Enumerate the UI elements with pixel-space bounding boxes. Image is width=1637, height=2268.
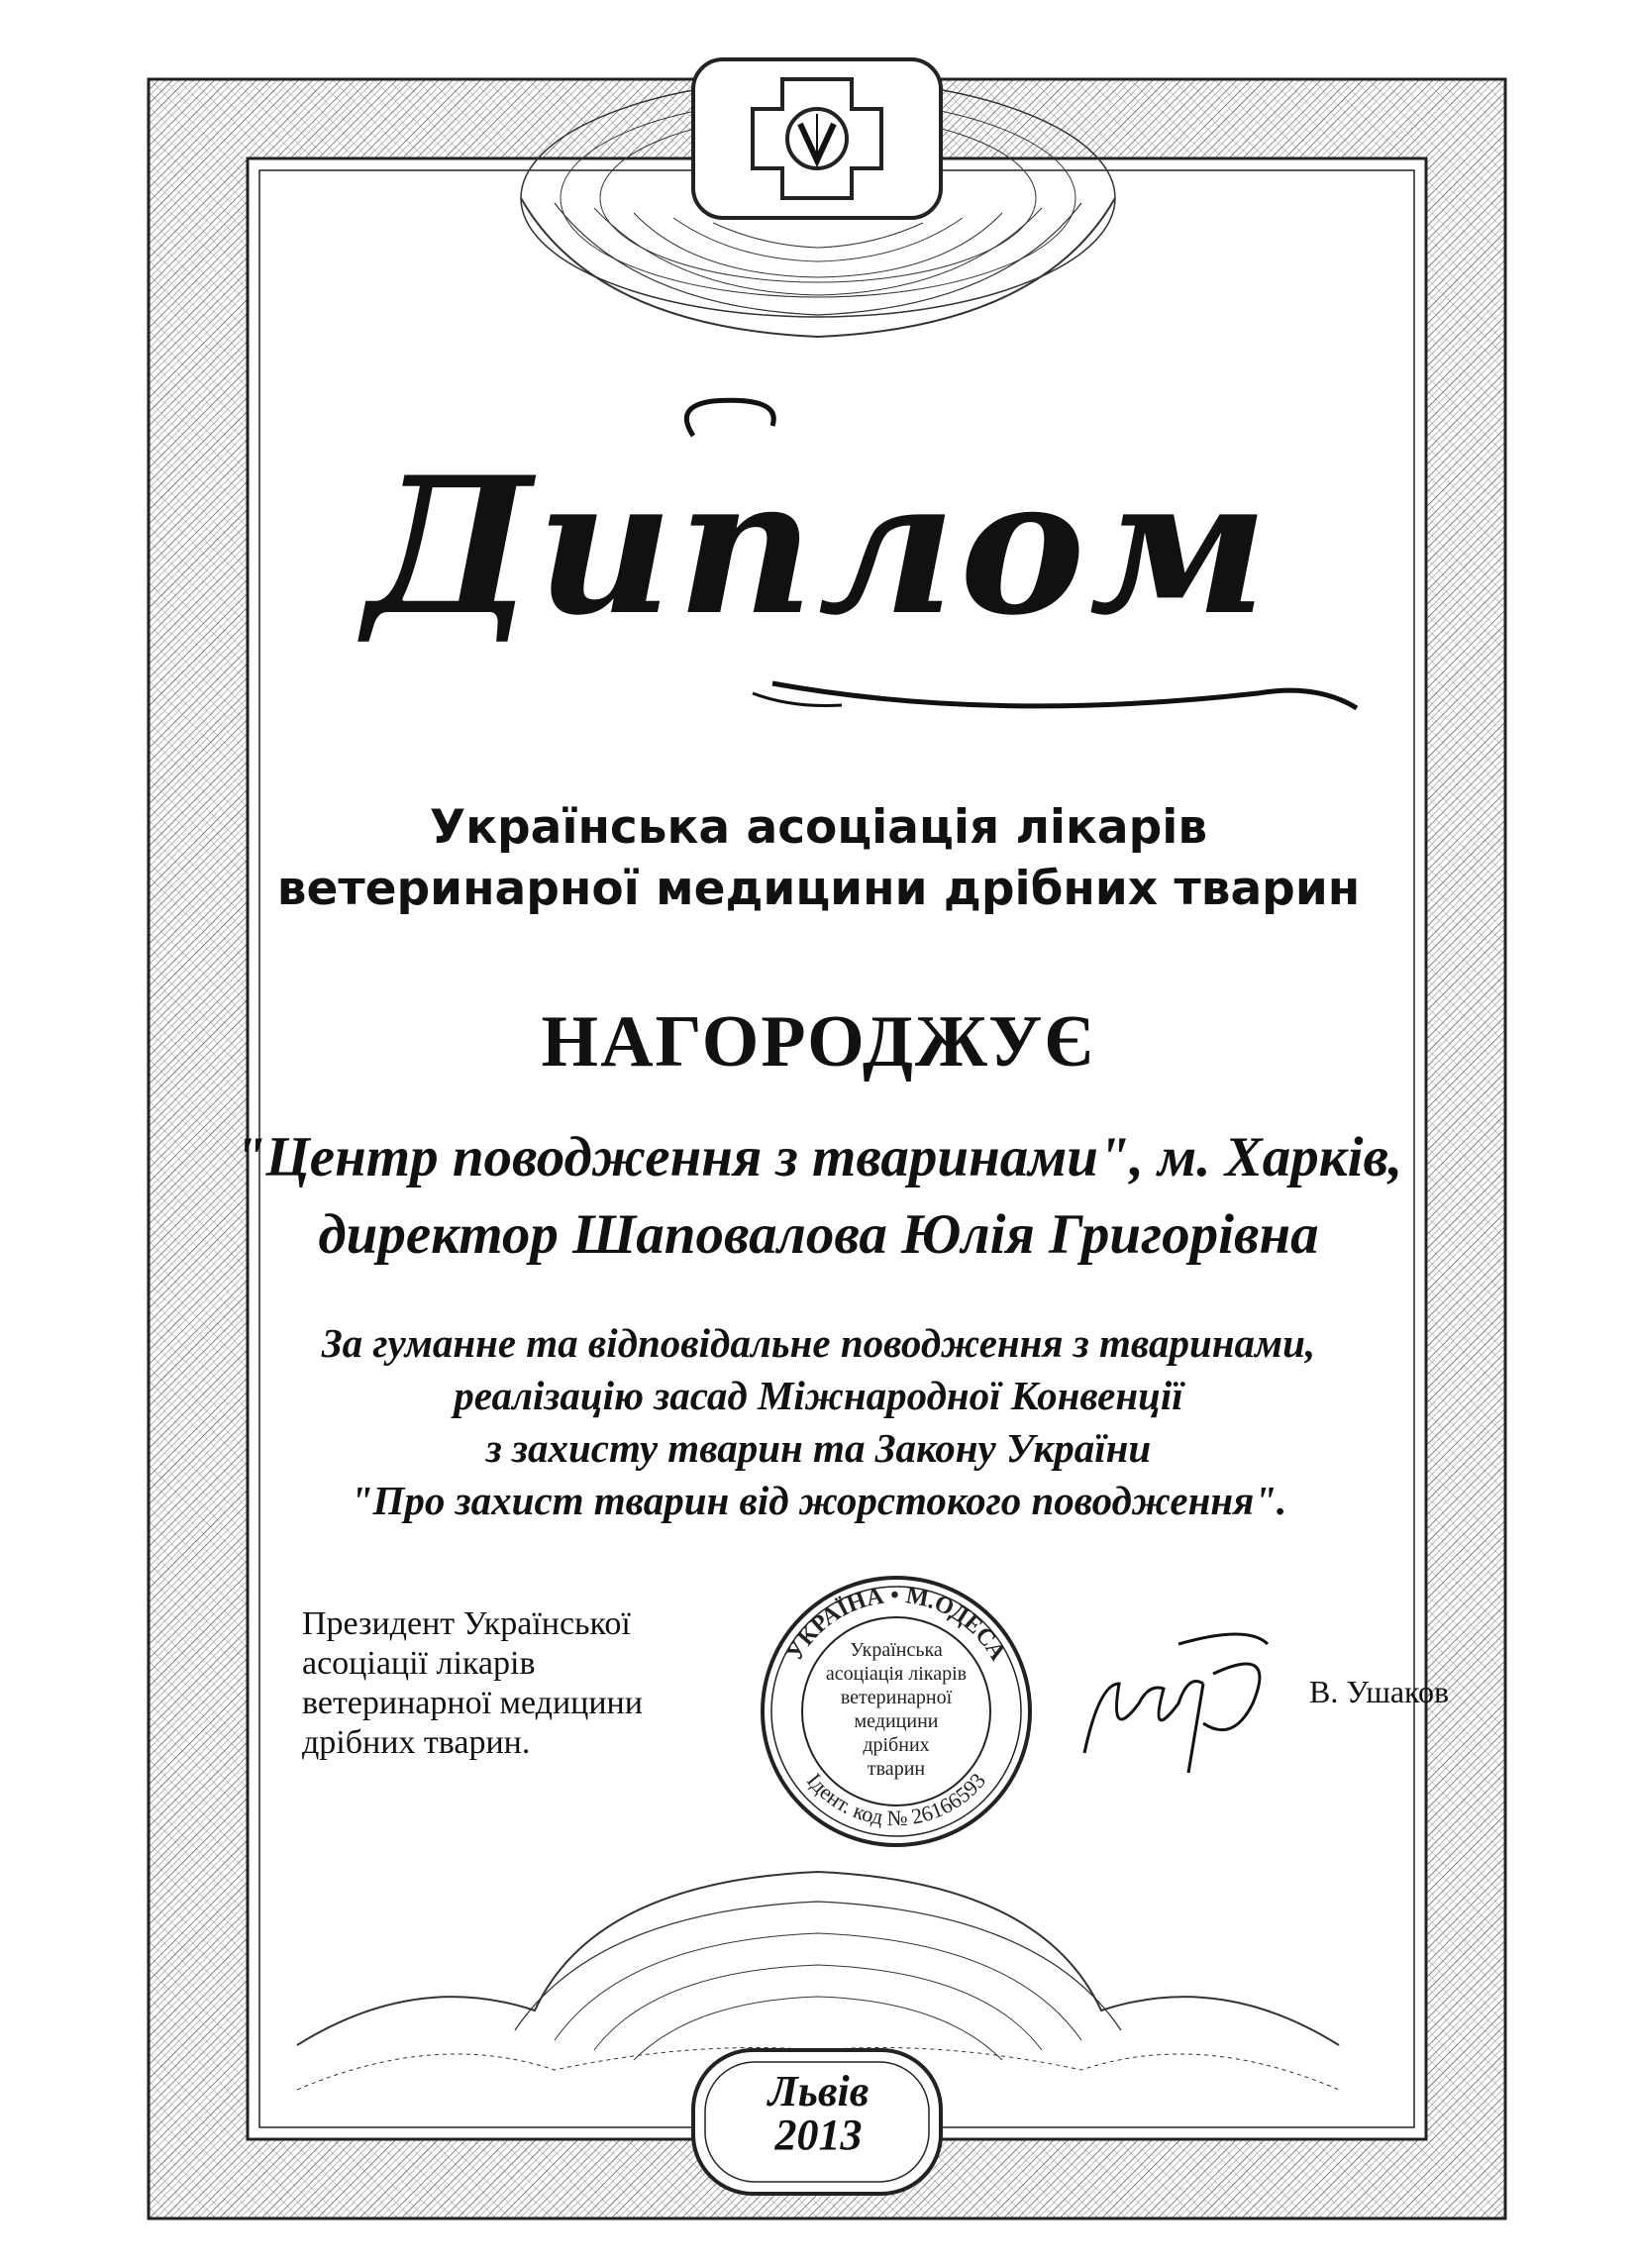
stamp-outer-top-text: УКРАЇНА • М.ОДЕСА [781,1583,1011,1666]
diploma-title: Диплом [364,436,1273,657]
stamp-inner-line: асоціація лікарів [825,1663,968,1685]
organization-line: Українська асоціація лікарів [429,800,1208,855]
stamp-inner-line: медицини [854,1710,939,1732]
stamp-outer-bottom-text: Ідент. код № 26166593 [801,1768,991,1831]
stamp-inner-line: Українська [850,1639,943,1661]
reason-line: з захисту тварин та Закону України [485,1425,1152,1471]
signer-name: В. Ушаков [1309,1674,1450,1709]
recipient-block [0,1119,1637,1274]
year: 2013 [774,2111,863,2159]
organization-name [0,797,1637,920]
reason-line: За гуманне та відповідальне поводження з тваринами, [321,1320,1316,1366]
signer-position-line: ветеринарної медицини [302,1685,643,1721]
signer-position-line: Президент Української [302,1605,631,1642]
recipient-line: директор Шаповалова Юлія Григорівна [318,1203,1319,1266]
city-name: Львів [767,2067,870,2115]
handwritten-signature [1084,1634,1268,1773]
veterinary-emblem-icon [693,59,941,218]
recipient-line: "Центр поводження з тваринами", м. Харків, [234,1126,1403,1188]
signer-position-line: асоціації лікарів [302,1645,536,1682]
award-heading: НАГОРОДЖУЄ [541,1001,1096,1082]
city-year [0,2067,1637,2159]
reason-line: "Про захист тварин від жорстокого поводження". [350,1478,1287,1523]
signer-position [302,1604,738,1763]
stamp-inner-line: ветеринарної [840,1687,953,1708]
award-reason [0,1317,1637,1527]
stamp-inner-line: тварин [867,1758,926,1780]
organization-line: ветеринарної медицини дрібних тварин [276,862,1361,916]
reason-line: реалізацію засад Міжнародної Конвенції [454,1373,1183,1418]
signer-position-line: дрібних тварин. [302,1724,531,1761]
stamp-inner-line: дрібних [863,1734,930,1756]
